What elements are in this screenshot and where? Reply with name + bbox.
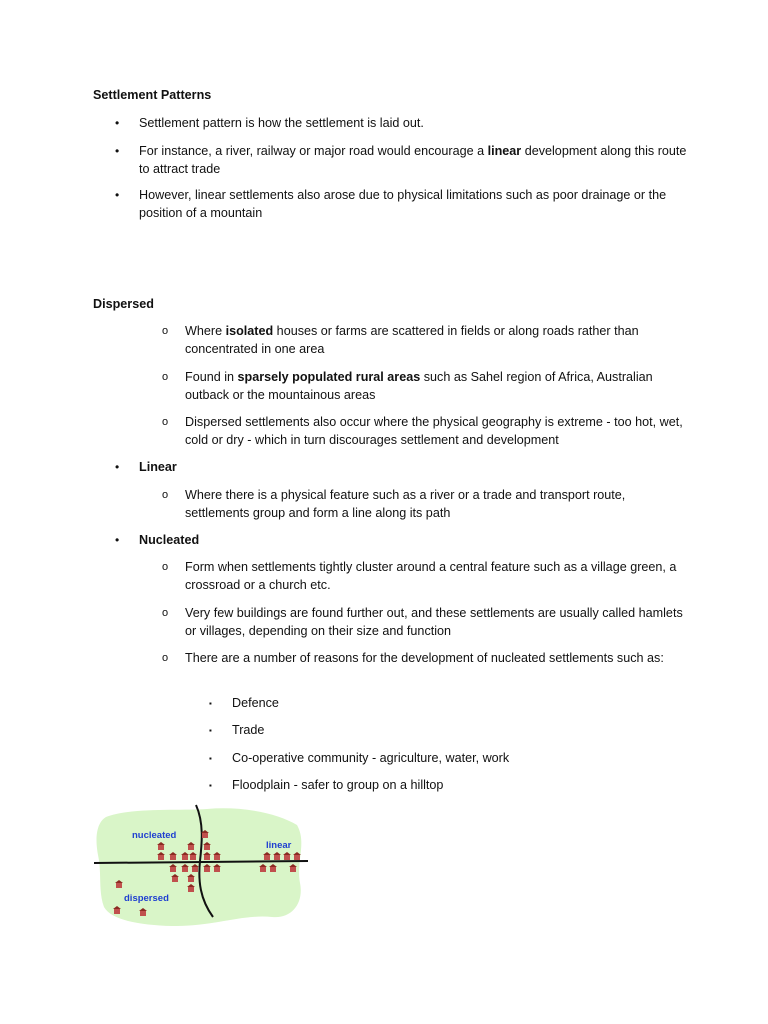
- label-linear: linear: [266, 840, 292, 851]
- list-item: o There are a number of reasons for the development of nucleated settlements such as:: [185, 650, 685, 668]
- section-heading-dispersed: Dispersed: [93, 297, 154, 311]
- bullet-marker: •: [115, 188, 120, 202]
- list-item: • However, linear settlements also arose due to physical limitations such as poor drainage or the position of a mountain: [115, 188, 667, 220]
- house-marker: [190, 855, 196, 860]
- bullet-marker: •: [115, 460, 120, 474]
- house-marker: [270, 867, 276, 872]
- circle-marker: o: [162, 325, 169, 337]
- circle-marker: o: [162, 607, 169, 619]
- house-marker: [260, 867, 266, 872]
- square-marker: ▪: [209, 726, 212, 735]
- house-marker: [116, 883, 122, 888]
- list-item: o Very few buildings are found further out, and these settlements are usually called hamlets or villages, depending on their size and function: [162, 606, 683, 638]
- list-item: o Where there is a physical feature such as a river or a trade and transport route, settlements group and form a line along its path: [162, 488, 626, 520]
- circle-marker: o: [162, 371, 169, 383]
- house-marker: [182, 867, 188, 872]
- list-item: ▪ Co-operative community - agriculture, water, work: [232, 750, 672, 768]
- house-marker: [114, 909, 120, 914]
- house-marker: [290, 867, 296, 872]
- bullet-marker: •: [115, 533, 120, 547]
- house-marker: [284, 855, 290, 860]
- house-marker: [158, 855, 164, 860]
- list-item: o Dispersed settlements also occur where the physical geography is extreme - too hot, wet, cold or dry - which in turn discourages settlement and development: [162, 415, 683, 447]
- house-marker: [264, 855, 270, 860]
- list-item: ▪ Defence: [232, 695, 672, 713]
- circle-marker: o: [162, 652, 169, 664]
- list-item: ▪ Floodplain - safer to group on a hilltop: [232, 777, 672, 795]
- house-marker: [214, 855, 220, 860]
- house-marker: [204, 855, 210, 860]
- list-item: o Form when settlements tightly cluster around a central feature such as a village green, a crossroad or a church etc.: [162, 560, 677, 592]
- house-marker: [182, 855, 188, 860]
- house-marker: [192, 867, 198, 872]
- house-marker: [172, 877, 178, 882]
- page-title: Settlement Patterns: [93, 88, 212, 102]
- circle-marker: o: [162, 561, 169, 573]
- house-marker: [274, 855, 280, 860]
- house-marker: [204, 845, 210, 850]
- square-marker: ▪: [209, 699, 212, 708]
- house-marker: [170, 867, 176, 872]
- list-item: ▪ Trade: [232, 722, 672, 740]
- label-dispersed: dispersed: [124, 893, 169, 904]
- house-marker: [294, 855, 300, 860]
- list-item: o Found in sparsely populated rural areas such as Sahel region of Africa, Australian outback or the mountainous areas: [162, 370, 653, 402]
- square-marker: ▪: [209, 754, 212, 763]
- label-nucleated: nucleated: [132, 830, 177, 841]
- section-heading-linear: • Linear: [139, 459, 689, 477]
- bullet-marker: •: [115, 144, 120, 158]
- house-marker: [188, 877, 194, 882]
- circle-marker: o: [162, 489, 169, 501]
- square-marker: ▪: [209, 781, 212, 790]
- list-item: • For instance, a river, railway or major road would encourage a linear development along this route to attract trade: [115, 144, 687, 176]
- list-item: • Settlement pattern is how the settlement is laid out.: [139, 115, 689, 133]
- list-item: o Where isolated houses or farms are scattered in fields or along roads rather than concentrated in one area: [162, 324, 639, 356]
- house-marker: [204, 867, 210, 872]
- section-heading-nucleated: • Nucleated: [139, 532, 689, 550]
- house-marker: [202, 833, 208, 838]
- house-marker: [140, 911, 146, 916]
- house-marker: [158, 845, 164, 850]
- house-marker: [214, 867, 220, 872]
- house-marker: [188, 845, 194, 850]
- settlement-diagram: [92, 803, 312, 928]
- circle-marker: o: [162, 416, 169, 428]
- house-marker: [170, 855, 176, 860]
- house-marker: [188, 887, 194, 892]
- bullet-marker: •: [115, 116, 120, 130]
